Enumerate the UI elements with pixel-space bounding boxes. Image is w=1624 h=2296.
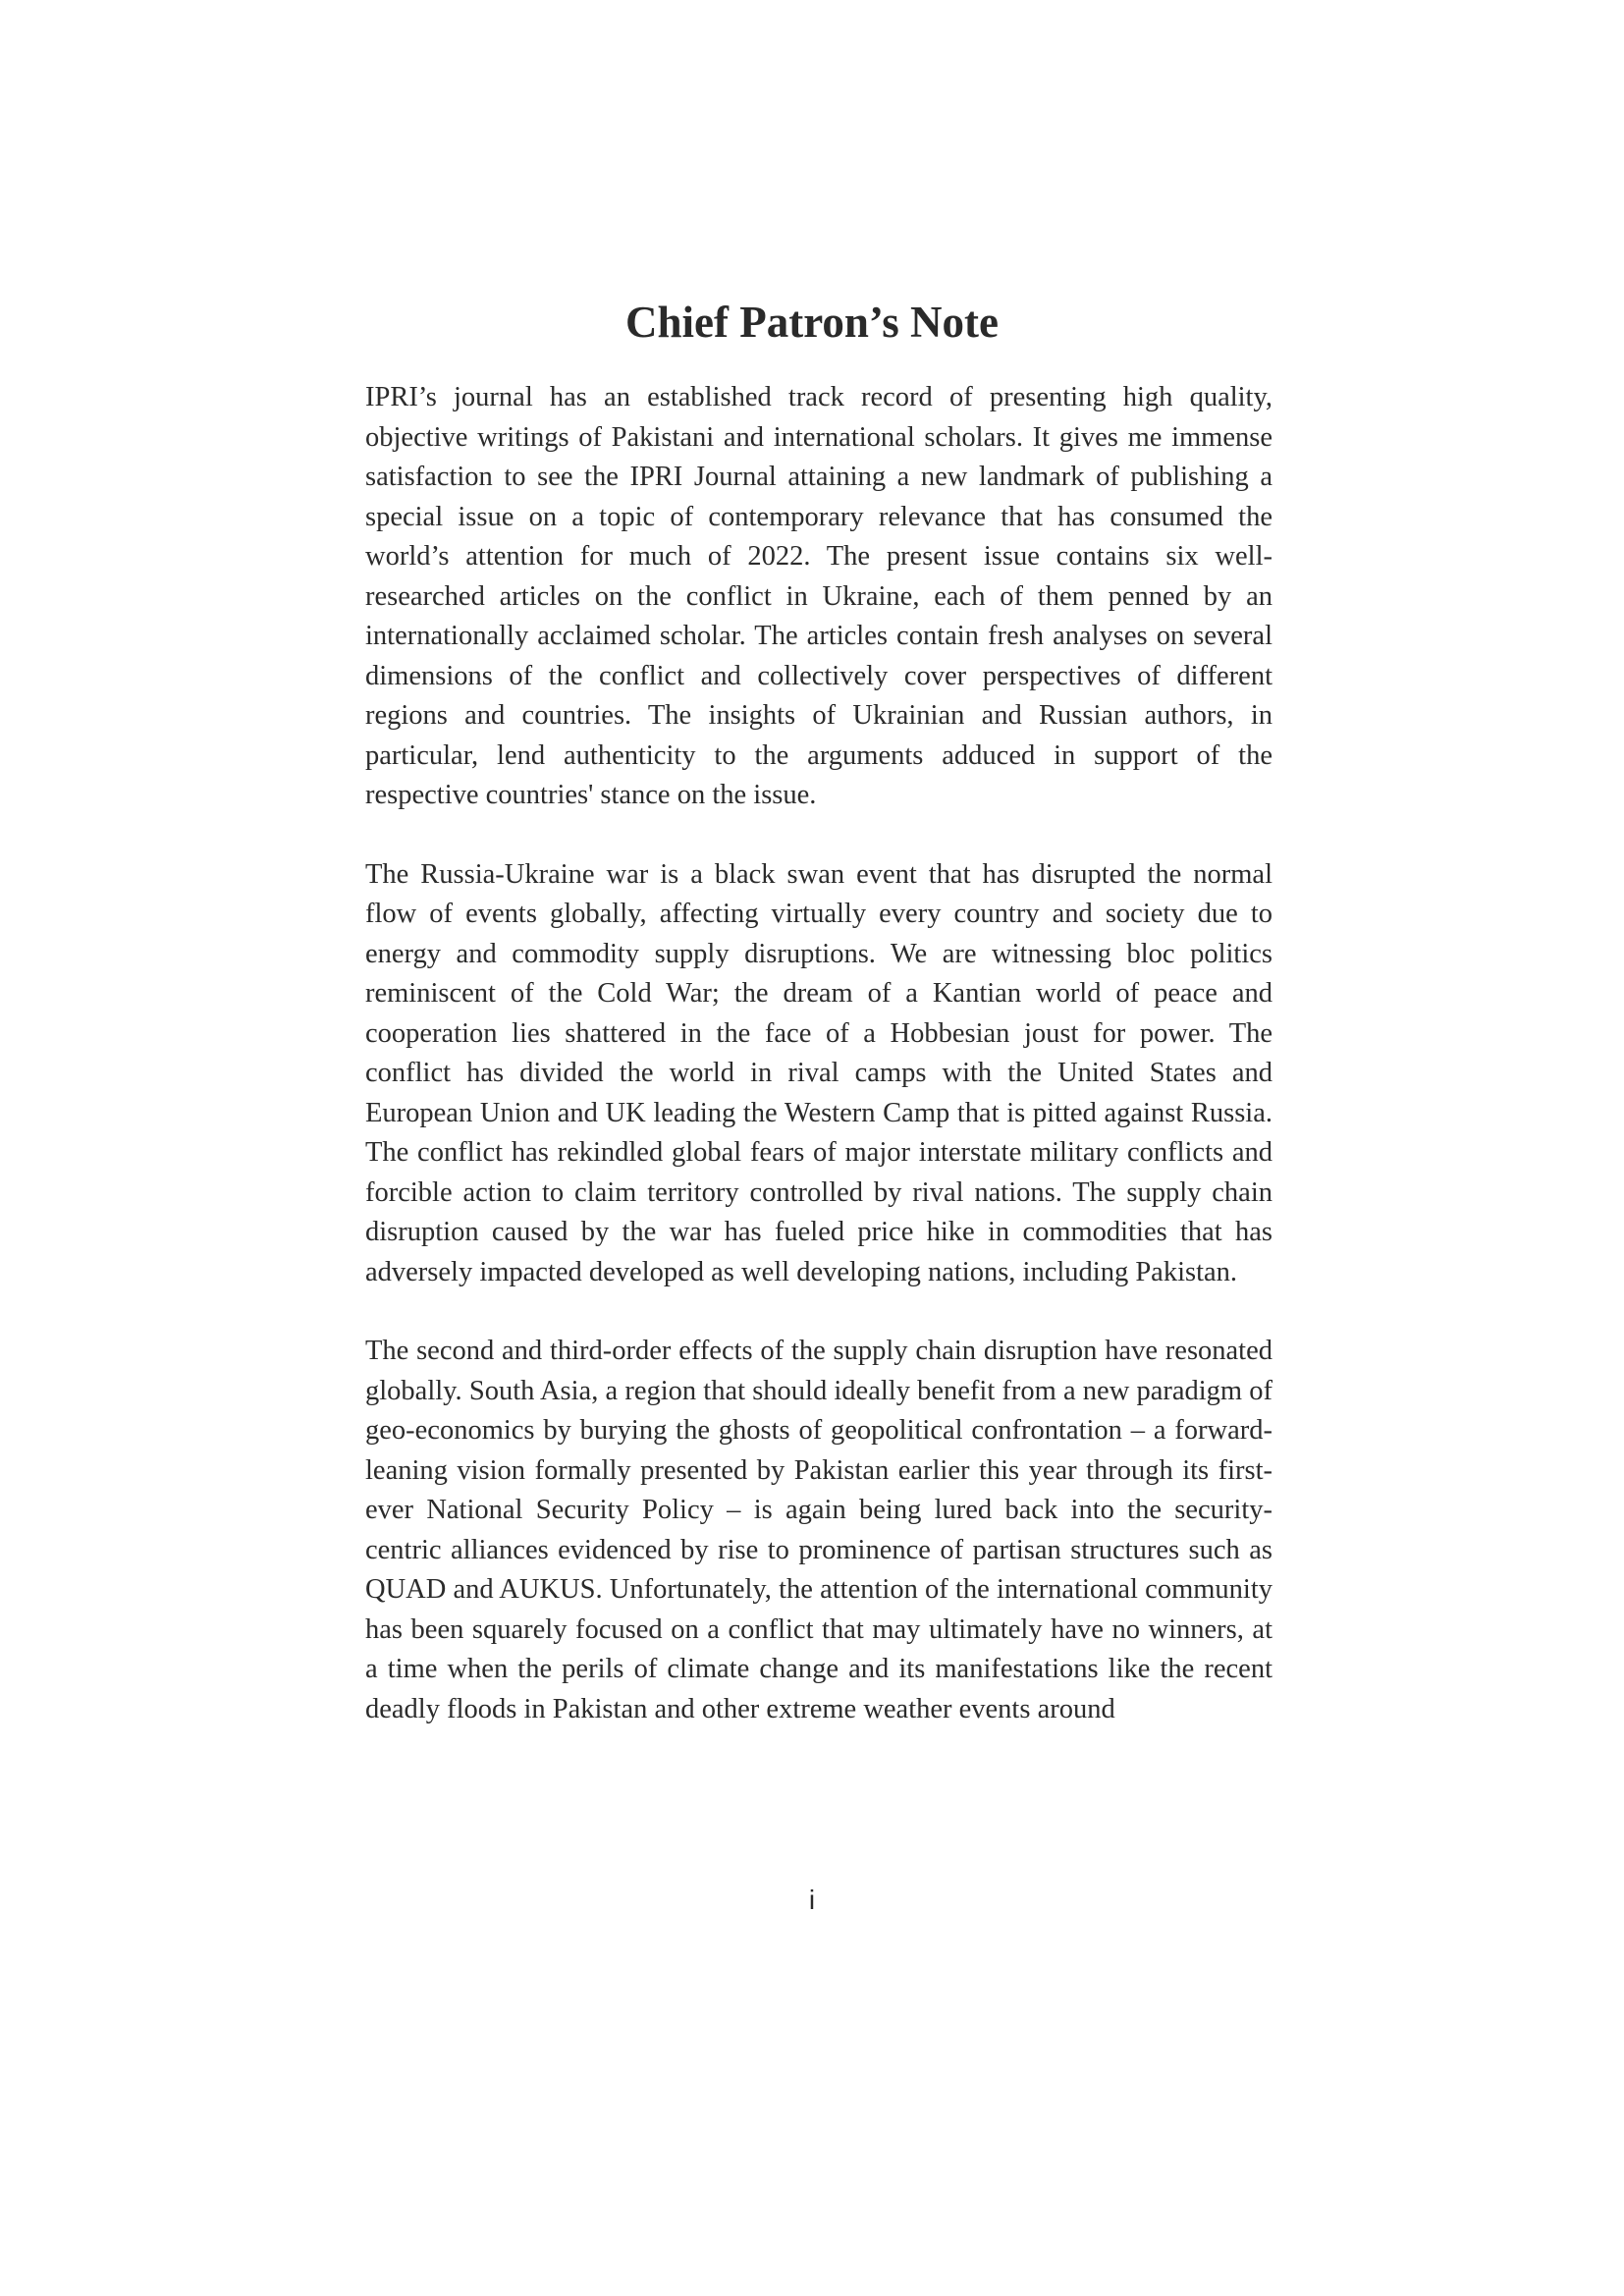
paragraph-3: The second and third-order effects of the supply chain disruption have resonated globally. South Asia, a region that should ideally benefit from a new paradigm of geo-economics by burying the ghosts of geopolitical confrontation – a forward-leaning vision formally presented by Pakistan earlier this year through its first-ever National Security Policy – is again being lured back into the security-centric alliances evidenced by rise to prominence of partisan structures such as QUAD and AUKUS. Unfortunately, the attention of the international community has been squarely focused on a conflict that may ultimately have no winners, at a time when the perils of climate change and its manifestations like the recent deadly floods in Pakistan and other extreme weather events around [365,1336,1272,1724]
body-text [365,378,1272,1769]
paragraph-2: The Russia-Ukraine war is a black swan event that has disrupted the normal flow of events globally, affecting virtually every country and society due to energy and commodity supply disruptions. We are witnessing bloc politics reminiscent of the Cold War; the dream of a Kantian world of peace and cooperation lies shattered in the face of a Hobbesian joust for power. The conflict has divided the world in rival camps with the United States and European Union and UK leading the Western Camp that is pitted against Russia. The conflict has rekindled global fears of major interstate military conflicts and forcible action to claim territory controlled by rival nations. The supply chain disruption caused by the war has fueled price hike in commodities that has adversely impacted developed as well developing nations, including Pakistan. [365,858,1272,1287]
page-title: Chief Patron’s Note [625,298,999,347]
paragraph-1: IPRI’s journal has an established track record of presenting high quality, objective writings of Pakistani and international scholars. It gives me immense satisfaction to see the IPRI Journal attaining a new landmark of publishing a special issue on a topic of contemporary relevance that has consumed the world’s attention for much of 2022. The present issue contains six well-researched articles on the conflict in Ukraine, each of them penned by an internationally acclaimed scholar. The articles contain fresh analyses on several dimensions of the conflict and collectively cover perspectives of different regions and countries. The insights of Ukrainian and Russian authors, in particular, lend authenticity to the arguments adduced in support of the respective countries' stance on the issue. [365,382,1272,810]
page-number: i [808,1885,816,1915]
